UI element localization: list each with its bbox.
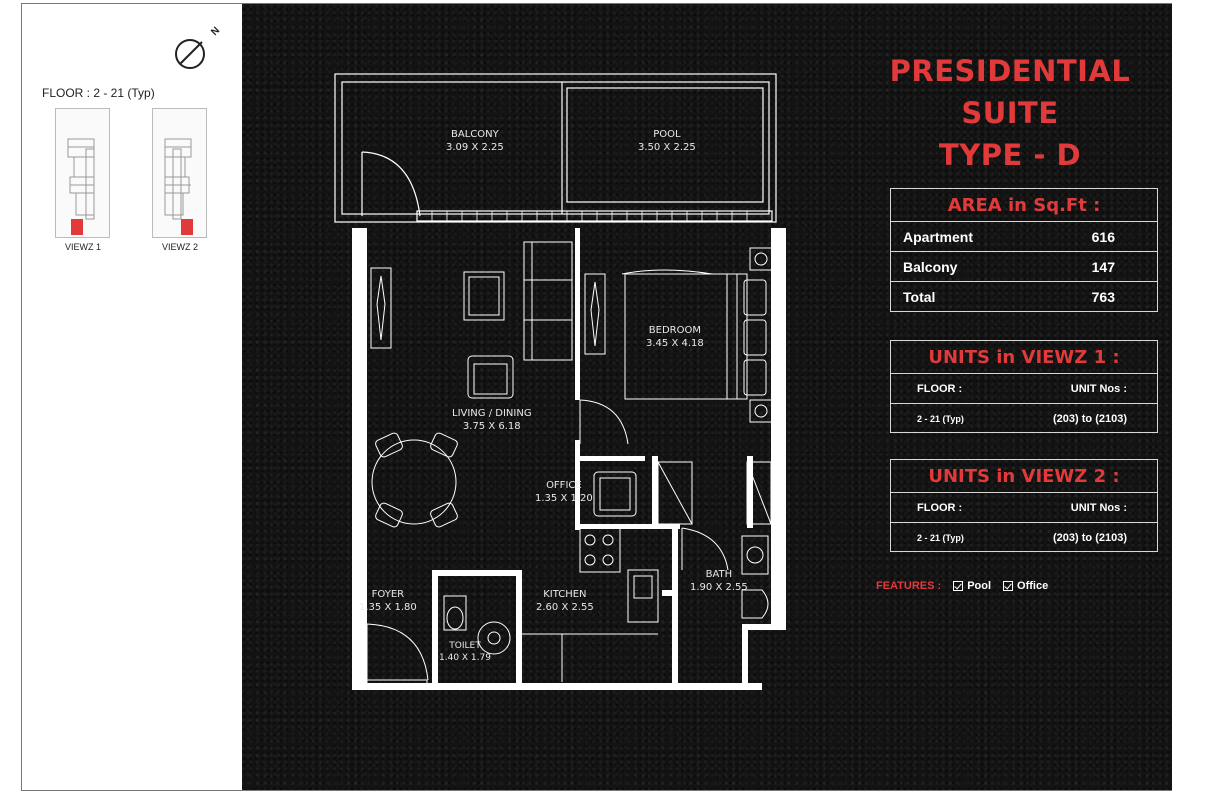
features-list [876,580,1048,592]
room-label-bath: BATH 1.90 X 2.55 [690,569,748,593]
units-heading: UNITS in VIEWZ 2 : [891,460,1157,493]
unit-title: PRESIDENTIAL SUITE TYPE - D [889,54,1131,172]
units-data-row: 2 - 21 (Typ) (203) to (2103) [917,532,1127,544]
key-plan-viewz-1 [55,108,110,238]
area-row: Apartment 616 [891,222,1157,252]
key-plan-caption: VIEWZ 1 [64,242,101,252]
units-table-viewz-1 [890,340,1158,433]
area-row: Total 763 [903,289,1115,305]
feature-pool: Pool [953,580,991,592]
key-plan-panel [22,4,242,790]
room-label-kitchen: KITCHEN 2.60 X 2.55 [536,589,594,613]
key-plan-caption: VIEWZ 2 [161,242,198,252]
units-heading: UNITS in VIEWZ 1 : [891,341,1157,374]
room-label-pool: POOL 3.50 X 2.25 [638,129,696,153]
feature-office: Office [1003,580,1048,592]
checkbox-icon [1003,581,1013,591]
units-table-viewz-2 [890,459,1158,552]
room-label-toilet: TOILET 1.40 X 1.79 [439,641,491,663]
room-label-office: OFFICE 1.35 X 1.20 [535,480,593,504]
floor-label: FLOOR : 2 - 21 (Typ) [42,86,155,100]
units-data-row: 2 - 21 (Typ) (203) to (2103) [917,413,1127,425]
key-plan-viewz-2 [152,108,207,238]
room-label-bedroom: BEDROOM 3.45 X 4.18 [646,325,704,349]
features-label: FEATURES : [876,580,942,592]
room-label-foyer: FOYER 1.35 X 1.80 [359,589,417,613]
room-label-balcony: BALCONY 3.09 X 2.25 [446,129,504,153]
brochure-frame [21,3,1172,791]
area-table [890,188,1158,312]
area-row: Balcony 147 [891,252,1157,282]
room-label-living-dining: LIVING / DINING 3.75 X 6.18 [452,408,532,432]
area-heading: AREA in Sq.Ft : [891,189,1157,222]
checkbox-icon [953,581,963,591]
units-header-row: FLOOR : UNIT Nos : [891,374,1157,404]
units-header-row: FLOOR : UNIT Nos : [891,493,1157,523]
compass-icon [172,32,212,72]
floor-plan-panel [242,4,1172,790]
north-label: N [209,25,223,38]
